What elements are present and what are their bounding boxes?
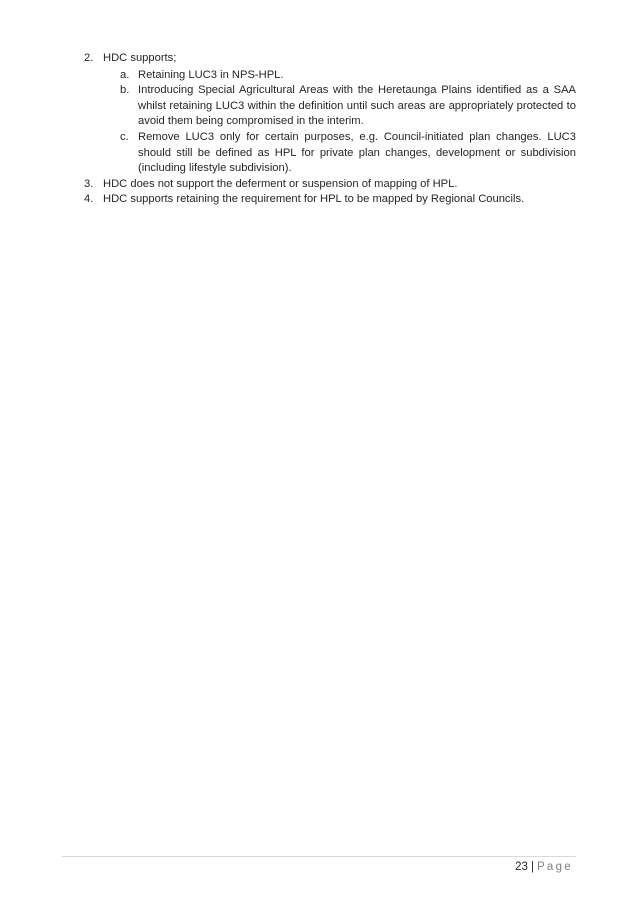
- sub-list-letter: b.: [120, 84, 130, 97]
- list-number: 2.: [84, 52, 94, 64]
- list-item-3: [80, 177, 576, 193]
- list-item-body: [103, 51, 576, 67]
- list-item-text: HDC supports;: [103, 52, 177, 64]
- sub-list-text: Retaining LUC3 in NPS-HPL.: [138, 68, 284, 81]
- list-item-text: HDC supports retaining the requirement for HPL to be mapped by Regional Councils.: [103, 193, 525, 206]
- list-item-4: [80, 192, 576, 208]
- sub-list: [117, 68, 576, 177]
- list-item-text: HDC does not support the deferment or suspension of mapping of HPL.: [103, 177, 458, 190]
- sub-list-item-c: [117, 130, 576, 177]
- page-label: Page: [536, 861, 573, 873]
- sub-list-letter: a.: [120, 68, 130, 81]
- footer-separator: |: [530, 861, 534, 873]
- list-item-2: [80, 51, 576, 67]
- sub-list-item-b: [117, 83, 576, 130]
- sub-list-text: Remove LUC3 only for certain purposes, e.g. Council-initiated plan changes. LUC3 should still be defined as HPL for private plan changes, development or subdivision (including lifestyle subdivision).: [138, 130, 576, 175]
- footer-divider: [62, 856, 576, 857]
- page-number: 23: [515, 861, 528, 873]
- list-number: 4.: [84, 193, 94, 206]
- list-number: 3.: [84, 177, 94, 190]
- sub-list-letter: c.: [120, 130, 129, 143]
- numbered-list: [80, 51, 576, 208]
- sub-list-text: Introducing Special Agricultural Areas with the Heretaunga Plains identified as a SAA whilst retaining LUC3 within the definition until such areas are appropriately protected to avoid them being compromised in the interim.: [138, 84, 576, 128]
- sub-list-item-a: [117, 68, 576, 84]
- page-footer: [515, 860, 573, 874]
